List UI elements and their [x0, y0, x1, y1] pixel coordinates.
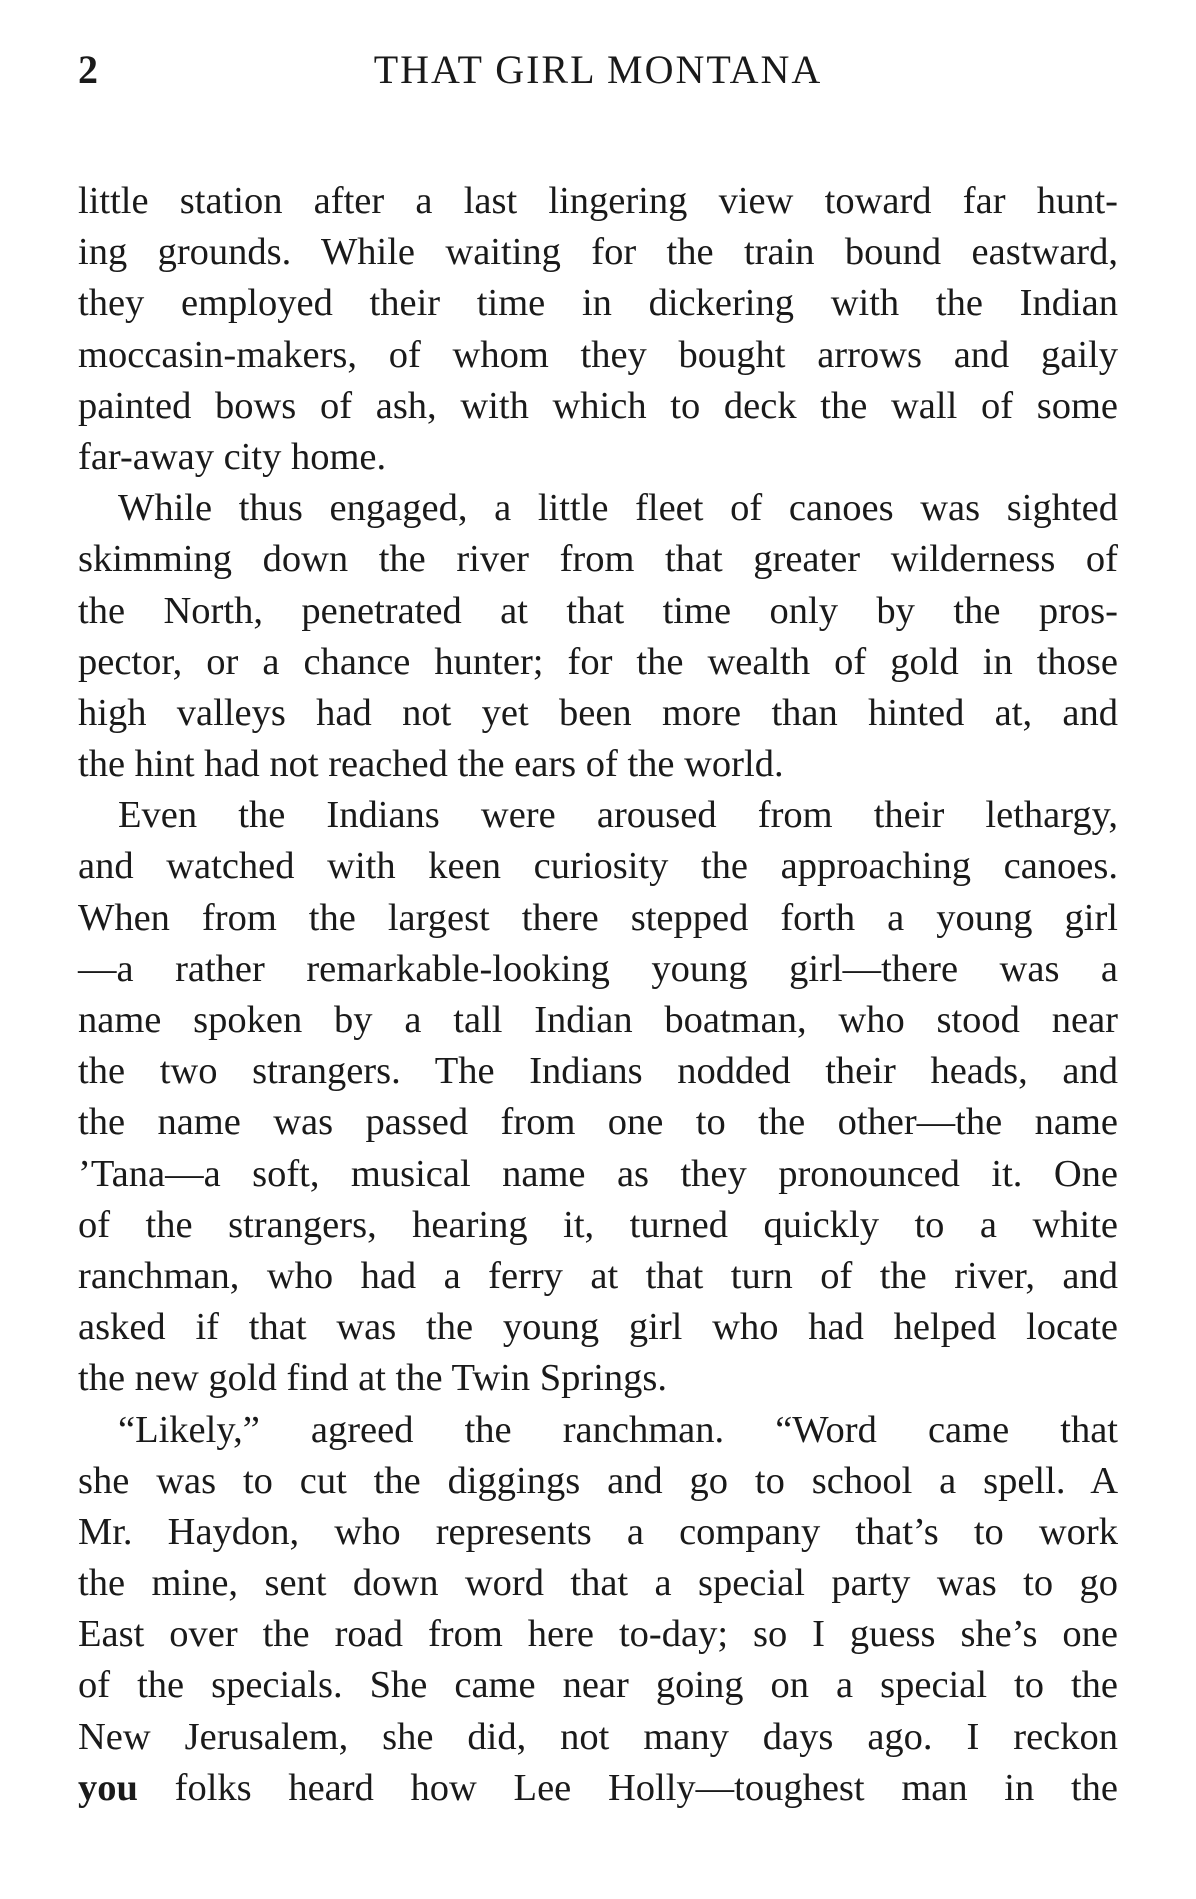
text-line: moccasin-makers, of whom they bought arrows and gaily — [78, 333, 1118, 376]
text-line: painted bows of ash, with which to deck the wall of some — [78, 384, 1118, 427]
text-line: skimming down the river from that greater wilderness of — [78, 538, 1118, 581]
text-line: “Likely,” agreed the ranchman. “Word came that — [118, 1408, 1118, 1451]
paragraph — [78, 176, 1118, 483]
text-line: the two strangers. The Indians nodded their heads, and — [78, 1050, 1118, 1093]
text-line: little station after a last lingering view toward far hunt- — [78, 180, 1118, 222]
text-line: the name was passed from one to the other—the name — [78, 1101, 1118, 1144]
text-line: the hint had not reached the ears of the world. — [78, 743, 784, 786]
text-line: —a rather remarkable-looking young girl—there was a — [78, 947, 1118, 990]
text-line: Mr. Haydon, who represents a company that’s to work — [78, 1510, 1118, 1553]
text-line: the mine, sent down word that a special party was to go — [78, 1562, 1118, 1605]
page-number: 2 — [78, 47, 98, 92]
text-line: the North, penetrated at that time only by the pros- — [78, 589, 1118, 632]
text-line: Even the Indians were aroused from their lethargy, — [118, 794, 1118, 837]
book-page — [78, 40, 1118, 1814]
text-line: pector, or a chance hunter; for the wealth of gold in those — [78, 640, 1118, 683]
text-line: While thus engaged, a little fleet of canoes was sighted — [118, 487, 1118, 530]
book-title: THAT GIRL MONTANA — [373, 47, 823, 92]
text-line: and watched with keen curiosity the approaching canoes. — [78, 845, 1118, 888]
text-line: asked if that was the young girl who had helped locate — [78, 1306, 1118, 1349]
paragraph — [78, 790, 1118, 1404]
text-line: When from the largest there stepped forth a young girl — [78, 896, 1118, 939]
text-line: name spoken by a tall Indian boatman, who stood near — [78, 999, 1118, 1041]
text-line: ing grounds. While waiting for the train bound eastward, — [78, 231, 1118, 274]
text-line-rest: folks heard how Lee Holly—toughest man in the — [137, 1766, 1118, 1809]
body-text — [78, 176, 1118, 1814]
text-line: she was to cut the diggings and go to school a spell. A — [78, 1459, 1118, 1502]
text-line: of the specials. She came near going on a special to the — [78, 1664, 1118, 1707]
text-line: ranchman, who had a ferry at that turn of the river, and — [78, 1254, 1118, 1297]
text-line-final — [78, 1763, 1118, 1814]
text-line: ’Tana—a soft, musical name as they pronounced it. One — [78, 1152, 1118, 1195]
paragraph — [78, 483, 1118, 790]
text-line: of the strangers, hearing it, turned quickly to a white — [78, 1203, 1118, 1246]
text-line: the new gold find at the Twin Springs. — [78, 1357, 668, 1400]
text-line: high valleys had not yet been more than hinted at, and — [78, 691, 1118, 734]
emphasized-word: you — [78, 1766, 138, 1809]
running-head — [78, 40, 1118, 100]
text-line: far-away city home. — [78, 435, 387, 478]
text-line: they employed their time in dickering with the Indian — [78, 282, 1118, 325]
paragraph — [78, 1405, 1118, 1815]
text-line: New Jerusalem, she did, not many days ago. I reckon — [78, 1715, 1118, 1758]
text-line: East over the road from here to-day; so I guess she’s one — [78, 1613, 1118, 1656]
